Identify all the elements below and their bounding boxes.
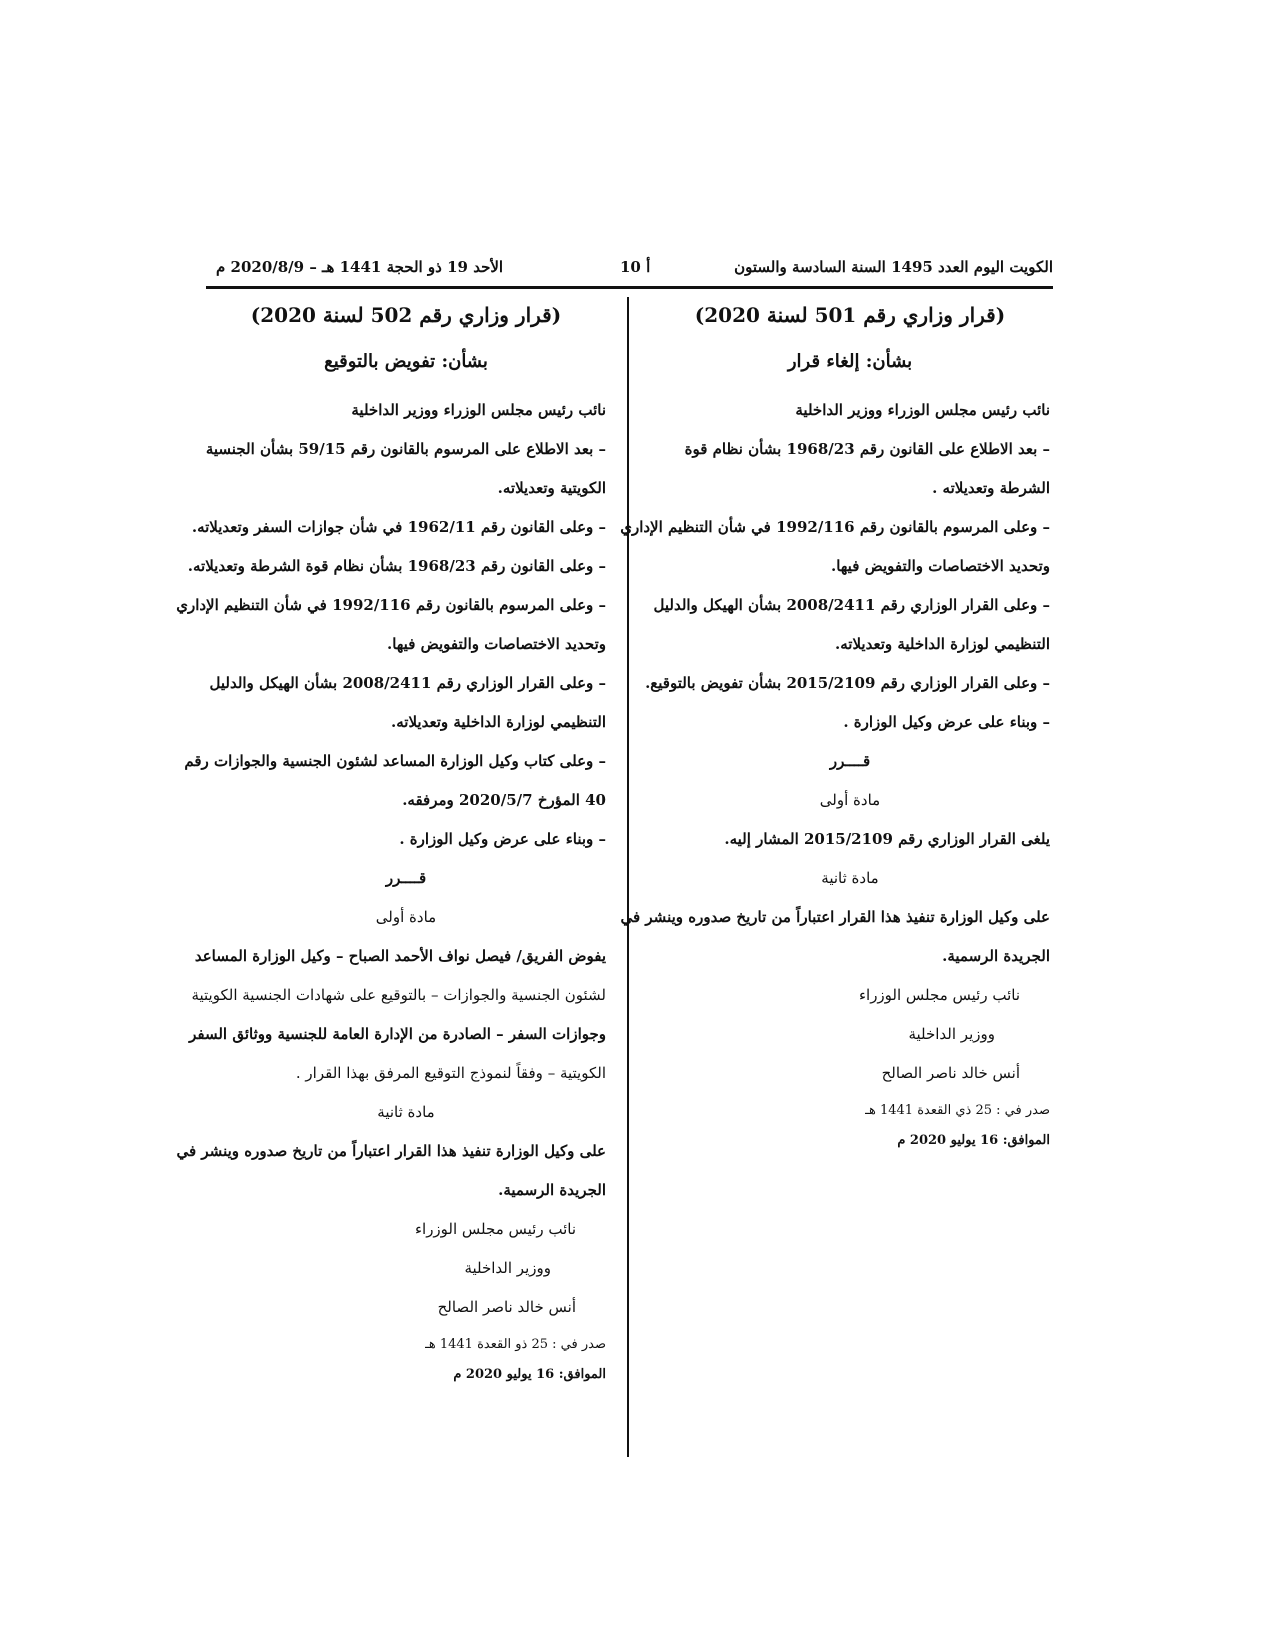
decree-line: وتحديد الاختصاصات والتفويض فيها.: [386, 635, 606, 653]
decree-line: التنظيمي لوزارة الداخلية وتعديلاته.: [835, 635, 1050, 653]
article-2-text: الجريدة الرسمية.: [498, 1181, 606, 1199]
decree-subject: بشأن: تفويض بالتوقيع: [324, 351, 488, 372]
decided-heading: قــــرر: [829, 752, 871, 770]
decree-line: 40 المؤرخ 2020/5/7 ومرفقه.: [402, 791, 606, 809]
decree-line: وتحديد الاختصاصات والتفويض فيها.: [830, 557, 1050, 575]
decree-line: نائب رئيس مجلس الوزراء ووزير الداخلية: [795, 401, 1050, 419]
signature-title: نائب رئيس مجلس الوزراء: [858, 986, 1020, 1004]
signature-name: أنس خالد ناصر الصالح: [881, 1064, 1020, 1082]
decree-line: – وبناء على عرض وكيل الوزارة .: [843, 713, 1050, 731]
signature-ministry: ووزير الداخلية: [908, 1025, 995, 1043]
decree-line: – وعلى القرار الوزاري رقم 2015/2109 بشأن تفويض بالتوقيع.: [645, 674, 1050, 692]
issued-date: صدر في : 25 ذو القعدة 1441 هـ: [425, 1337, 606, 1352]
decree-line: – وعلى المرسوم بالقانون رقم 1992/116 في شأن التنظيم الإداري: [620, 518, 1050, 536]
corresponding-date: الموافق: 16 يوليو 2020 م: [897, 1133, 1050, 1148]
decree-title: (قرار وزاري رقم 502 لسنة 2020): [250, 303, 562, 327]
article-1-text: يلغى القرار الوزاري رقم 2015/2109 المشار إليه.: [724, 830, 1050, 848]
gazette-issue-info: الكويت اليوم العدد 1495 السنة السادسة والستون: [734, 258, 1053, 276]
decree-line: – بعد الاطلاع على القانون رقم 1968/23 بشأن نظام قوة: [684, 440, 1050, 458]
decree-501: [620, 300, 1050, 1158]
column-divider: [627, 297, 629, 1457]
decree-line: – وعلى القانون رقم 1968/23 بشأن نظام قوة الشرطة وتعديلاته.: [187, 557, 606, 575]
article-1-text: الكويتية – وفقاً لنموذج التوقيع المرفق بهذا القرار .: [295, 1064, 606, 1082]
signature-title: نائب رئيس مجلس الوزراء: [414, 1220, 576, 1238]
decree-line: الكويتية وتعديلاته.: [497, 479, 606, 497]
article-2-title: مادة ثانية: [821, 869, 879, 887]
decree-line: الشرطة وتعديلاته .: [932, 479, 1050, 497]
signature-name: أنس خالد ناصر الصالح: [437, 1298, 576, 1316]
decree-line: – وعلى القانون رقم 1962/11 في شأن جوازات السفر وتعديلاته.: [191, 518, 606, 536]
signature-ministry: ووزير الداخلية: [464, 1259, 551, 1277]
decree-line: – وبناء على عرض وكيل الوزارة .: [399, 830, 606, 848]
article-1-title: مادة أولى: [819, 791, 881, 809]
decree-line: نائب رئيس مجلس الوزراء ووزير الداخلية: [351, 401, 606, 419]
decree-title: (قرار وزاري رقم 501 لسنة 2020): [694, 303, 1006, 327]
decree-line: – وعلى القرار الوزاري رقم 2008/2411 بشأن الهيكل والدليل: [653, 596, 1050, 614]
page-header: [206, 258, 1053, 288]
issued-date: صدر في : 25 ذي القعدة 1441 هـ: [865, 1103, 1050, 1118]
decree-502: [176, 300, 606, 1392]
article-1-text: يفوض الفريق/ فيصل نواف الأحمد الصباح – وكيل الوزارة المساعد: [194, 947, 606, 965]
page-number: أ 10: [620, 258, 651, 276]
decree-line: التنظيمي لوزارة الداخلية وتعديلاته.: [391, 713, 606, 731]
article-2-text: على وكيل الوزارة تنفيذ هذا القرار اعتباراً من تاريخ صدوره وينشر في: [176, 1142, 606, 1160]
corresponding-date: الموافق: 16 يوليو 2020 م: [453, 1367, 606, 1382]
decree-line: – بعد الاطلاع على المرسوم بالقانون رقم 59/15 بشأن الجنسية: [205, 440, 606, 458]
decree-line: – وعلى القرار الوزاري رقم 2008/2411 بشأن الهيكل والدليل: [209, 674, 606, 692]
decree-line: – وعلى كتاب وكيل الوزارة المساعد لشئون الجنسية والجوازات رقم: [184, 752, 606, 770]
article-1-text: لشئون الجنسية والجوازات – بالتوقيع على شهادات الجنسية الكويتية: [191, 986, 606, 1004]
article-2-text: الجريدة الرسمية.: [942, 947, 1050, 965]
decree-line: – وعلى المرسوم بالقانون رقم 1992/116 في شأن التنظيم الإداري: [176, 596, 606, 614]
article-1-title: مادة أولى: [375, 908, 437, 926]
article-2-text: على وكيل الوزارة تنفيذ هذا القرار اعتباراً من تاريخ صدوره وينشر في: [620, 908, 1050, 926]
article-2-title: مادة ثانية: [377, 1103, 435, 1121]
decree-subject: بشأن: إلغاء قرار: [787, 351, 913, 372]
issue-date: الأحد 19 ذو الحجة 1441 هـ – 2020/8/9 م: [216, 258, 504, 276]
decided-heading: قــــرر: [385, 869, 427, 887]
header-rule: [206, 286, 1053, 289]
article-1-text: وجوازات السفر – الصادرة من الإدارة العامة للجنسية ووثائق السفر: [189, 1025, 606, 1043]
